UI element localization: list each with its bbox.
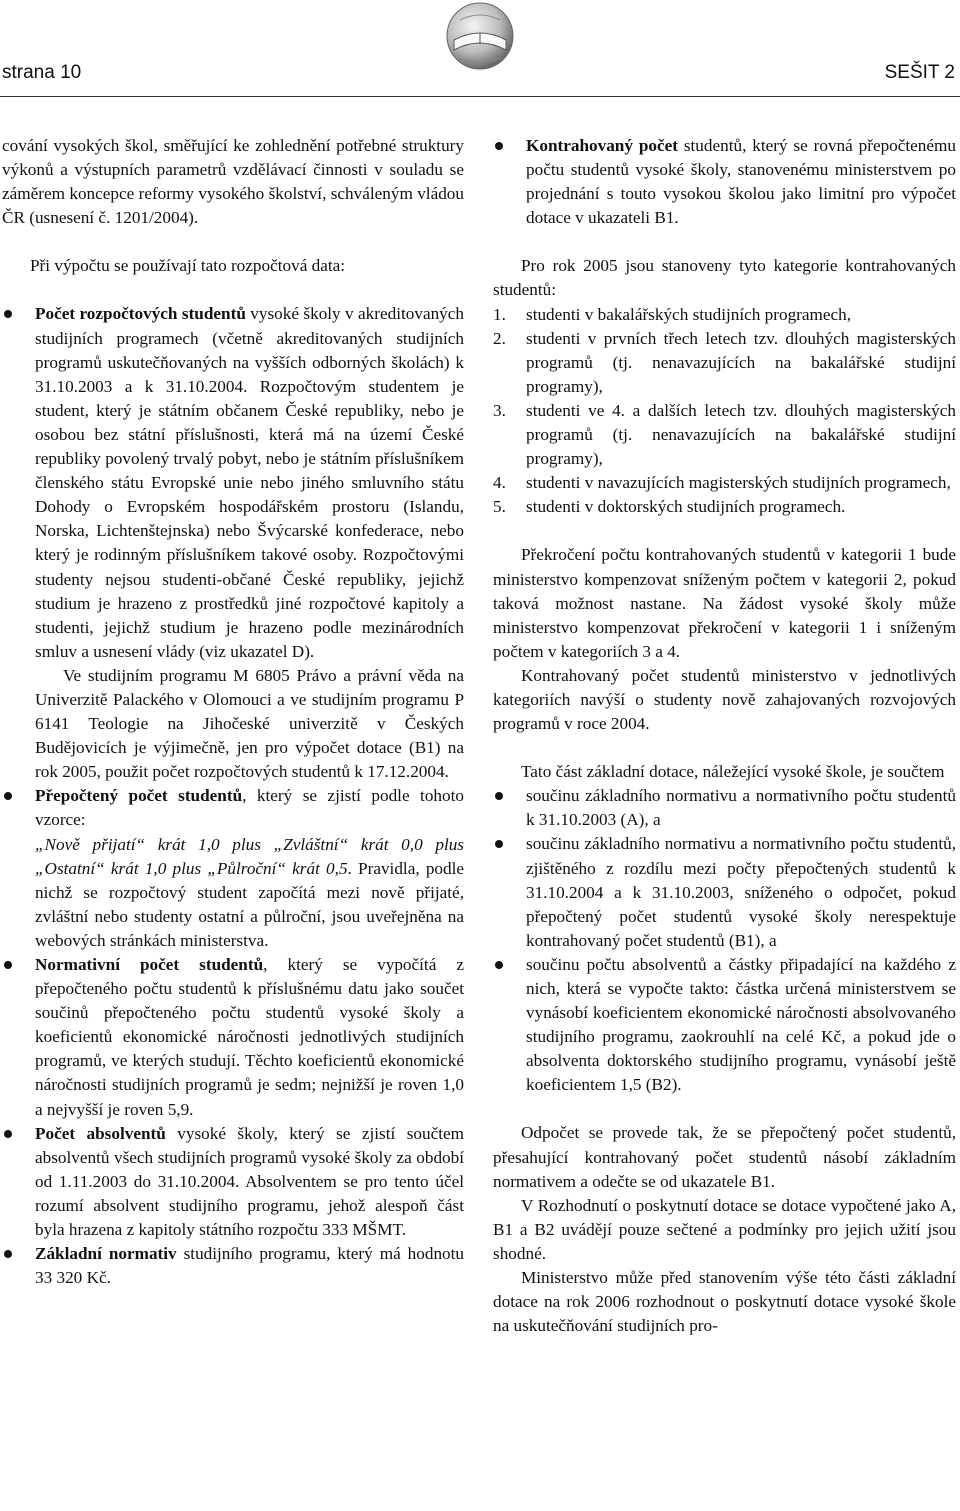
paragraph-sum-intro: Tato část základní dotace, náležející vysoké škole, je součtem (521, 762, 945, 782)
book-globe-logo-icon (440, 0, 520, 76)
bullet-contracted-count (493, 134, 956, 230)
term-normative-students: Normativní počet studentů (35, 955, 264, 974)
text-exception-programs: Ve studijním programu M 6805 Právo a právní věda na Univerzitě Palackého v Olomouci a ve studijním programu P 6141 Teologie na Jihočeské univerzitě v Českých Budějovicích je výjimečně, jen pro výpočet dotace (B1) na rok 2005, použit počet rozpočtových studentů k 17.12.2004. (35, 665, 464, 782)
sum-item: součinu základního normativu a normativního počtu studentů, zjištěného z rozdílu mezi počty přepočtených studentů k 31.10.2004 a k 31.10.2003, sníženého o odpočet, pokud přepočtený počet studentů vysoké školy nerespektuje kontrahovaný počet studentů (B1), a (493, 832, 956, 952)
term-budget-students: Počet rozpočtových studentů (35, 304, 246, 324)
bullet-normative-students (2, 953, 464, 1122)
category-item: 2. studenti v prvních třech letech tzv. dlouhých magisterských programů (tj. nenavazujících na bakalářské studijní programy), (493, 328, 956, 396)
text-budget-students: vysoké školy v akreditovaných studijních programech (včetně akreditovaných studijních programů uskutečňovaných na vyšších odborných školách) k 31.10.2003 a k 31.10.2004. Rozpočtovým studentem je student, který je státním občanem České republiky, nebo je osobou bez státní příslušnosti, která má na území České republiky povolený trvalý pobyt, nebo je státním příslušníkem členského státu Evropské unie nebo jiného smluvního státu Dohody o Evropském hospodářském prostoru (Islandu, Norska, Lichtenštejnska) nebo Švýcarské konfederace, nebo který je rodinným příslušníkem takové osoby. Rozpočtovými studenty nejsou studenti-občané České republiky, jejichž studium je hrazeno z prostředků jiné rozpočtové kapitoly a studenti, jejichž studium je hrazeno podle mezinárodních smluv a usnesení vlády (viz ukazatel D). (35, 304, 464, 661)
category-item: 3. studenti ve 4. a dalších letech tzv. dlouhých magisterských programů (tj. nenavazujících na bakalářské studijní programy), (493, 400, 956, 469)
page-number: strana 10 (2, 62, 82, 83)
paragraph-ministry: Ministerstvo může před stanovením výše této části základní dotace na rok 2006 rozhodnout o poskytnutí dotace vysoké škole na uskutečňování studijních pro- (493, 1268, 956, 1336)
paragraph-continuation: cování vysokých škol, směřující ke zohlednění potřebné struktury výkonů a výstupních parametrů vzdělávací činnosti v souladu se záměrem koncepce reformy vysokého školství, schváleným vládou ČR (usnesení č. 1201/2004). (2, 136, 464, 228)
issue-label: SEŠIT 2 (884, 62, 955, 83)
text-contracted-count: studentů, který se rovná přepočtenému počtu studentů vysoké školy, stanovenému ministerstvem po projednání s touto vysokou školou jako limitní pro výpočet dotace v ukazateli B1. (526, 136, 956, 228)
paragraph-data-intro: Při výpočtu se používají tato rozpočtová data: (30, 256, 346, 276)
right-column (493, 134, 956, 1338)
bullet-graduates (2, 1122, 464, 1242)
paragraph-decision: V Rozhodnutí o poskytnutí dotace se dotace vypočtené jako A, B1 a B2 uvádějí pouze sečtené a podmínky pro jejich užití jsou shodné. (493, 1195, 956, 1263)
text-base-normative: studijního programu, který má hodnotu 33 320 Kč. (35, 1244, 464, 1288)
text-formula-rules: . Pravidla, podle nichž se rozpočtový student započítá mezi nově přijaté, zvláštní nebo studenty ostatní a půlroční, jsou uveřejněna na webových stránkách ministerstva. (35, 858, 464, 950)
category-item: 1. studenti v bakalářských studijních programech, (493, 304, 852, 324)
bullet-recalculated-students (2, 784, 464, 953)
formula: „Nově přijatí“ krát 1,0 plus „Zvláštní“ krát 0,0 plus „Ostatní“ krát 1,0 plus „Půlroční“ krát 0,5 (35, 834, 464, 878)
term-graduates: Počet absolventů (35, 1123, 166, 1143)
text-graduates: vysoké školy, který se zjistí součtem absolventů všech studijních programů vysoké školy za období od 1.11.2003 do 31.10.2004. Absolventem se pro tento účel rozumí absolvent studijního programu, jehož alespoň část byla hrazena z kapitoly státního rozpočtu 333 MŠMT. (35, 1123, 464, 1240)
paragraph-categories-intro: Pro rok 2005 jsou stanoveny tyto kategorie kontrahovaných studentů: (493, 256, 956, 300)
header-divider (0, 96, 960, 97)
text-normative-students: , který se vypočítá z přepočteného počtu studentů k příslušnému datu jako součet součinů přepočteného počtu studentů vysoké školy a koeficientů ekonomické náročnosti jednotlivých studijních programů, ve kterých studují. Těchto koeficientů ekonomické náročnosti studijních programů je sedm; nejnižší je roven 1,0 a nejvyšší je roven 5,9. (35, 955, 464, 1119)
bullet-base-normative (2, 1242, 464, 1290)
category-item: 5. studenti v doktorských studijních programech. (493, 497, 846, 517)
paragraph-exceed: Překročení počtu kontrahovaných studentů v kategorii 1 bude ministerstvo kompenzovat sníženým počtem v kategorii 2, pokud taková možnost nastane. Na žádost vysoké školy může ministerstvo kompenzovat překročení v kategorii 1 i sníženým počtem v kategoriích 3 a 4. (493, 545, 956, 661)
text-recalculated-students: , který se zjistí podle tohoto vzorce: (35, 786, 464, 830)
left-column (2, 134, 464, 1290)
sum-item: součinu počtu absolventů a částky připadající na každého z nich, která se vypočte takto: částka určená ministerstvem se vynásobí koeficientem ekonomické náročnosti absolvovaného studijního programu, zaokrouhlí na celé Kč, a pokud jde o absolventa doktorského studijního programu, vynásobí ještě koeficientem 1,5 (B2). (493, 953, 956, 1098)
category-item: 4. studenti v navazujících magisterských studijních programech, (493, 473, 951, 493)
paragraph-deduct: Odpočet se provede tak, že se přepočtený počet studentů, přesahující kontrahovaný počet studentů násobí základním normativem a odečte se od ukazatele B1. (493, 1123, 956, 1191)
sum-item: součinu základního normativu a normativního počtu studentů k 31.10.2003 (A), a (493, 784, 956, 832)
paragraph-increase: Kontrahovaný počet studentů ministerstvo v jednotlivých kategoriích navýší o studenty nově zahajovaných rozvojových programů v roce 2004. (493, 665, 956, 734)
term-contracted-count: Kontrahovaný počet (526, 136, 678, 155)
bullet-budget-students (2, 302, 464, 784)
term-base-normative: Základní normativ (35, 1244, 177, 1264)
term-recalculated-students: Přepočtený počet studentů (35, 786, 243, 806)
